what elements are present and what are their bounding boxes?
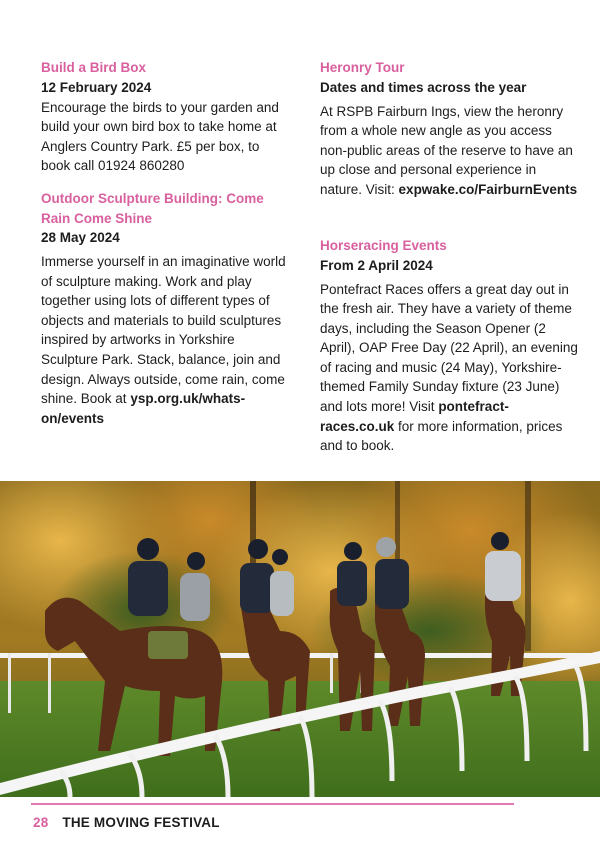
event-description: Pontefract Races offers a great day out in the fresh air. They have a variety of theme days, including the Season Opener (2 April), OAP Free Day (22 April), an evening of racing and music (24 May), Yorkshire-themed Family Sunday fixture (23 June) and lots more! Visit pontefract-races.co.uk for more information, prices and to book.	[320, 281, 578, 454]
event-horseracing	[320, 236, 578, 456]
event-outdoor-sculpture	[41, 189, 291, 428]
event-description: Immerse yourself in an imaginative world of sculpture making. Work and play together using lots of different types of objects and materials to build sculptures inspired by artworks in Yorkshire Sculpture Park. Stack, balance, join and design. Always outside, come rain, come shine. Book at ysp.org.uk/whats-on/events	[41, 254, 286, 426]
event-description: Encourage the birds to your garden and build your own bird box to take home at Anglers Country Park. £5 per box, to book call 01924 860280	[41, 99, 279, 174]
event-date: 12 February 2024	[41, 79, 152, 95]
event-title: Outdoor Sculpture Building: Come Rain Come Shine	[41, 191, 264, 226]
event-title: Build a Bird Box	[41, 60, 147, 75]
event-date: Dates and times across the year	[320, 79, 527, 95]
page-number: 28	[33, 815, 49, 830]
footer-divider	[31, 803, 514, 805]
page-footer	[33, 815, 220, 830]
event-link[interactable]: expwake.co/FairburnEvents	[398, 181, 578, 197]
event-link[interactable]: ysp.org.uk/whats-on/events	[41, 391, 246, 426]
event-build-bird-box	[41, 58, 291, 176]
event-title: Heronry Tour	[320, 60, 405, 75]
publication-name: THE MOVING FESTIVAL	[62, 815, 220, 830]
event-description: At RSPB Fairburn Ings, view the heronry from a whole new angle as you access non-public areas of the reserve to have an up close and personal experience in nature. Visit: expwake.co/FairburnEvents	[320, 103, 578, 197]
racehorses-photo	[0, 481, 600, 797]
event-link[interactable]: pontefract-races.co.uk	[320, 399, 509, 434]
event-date: 28 May 2024	[41, 230, 120, 245]
event-heronry-tour	[320, 58, 578, 199]
event-date: From 2 April 2024	[320, 257, 433, 273]
event-title: Horseracing Events	[320, 238, 447, 253]
